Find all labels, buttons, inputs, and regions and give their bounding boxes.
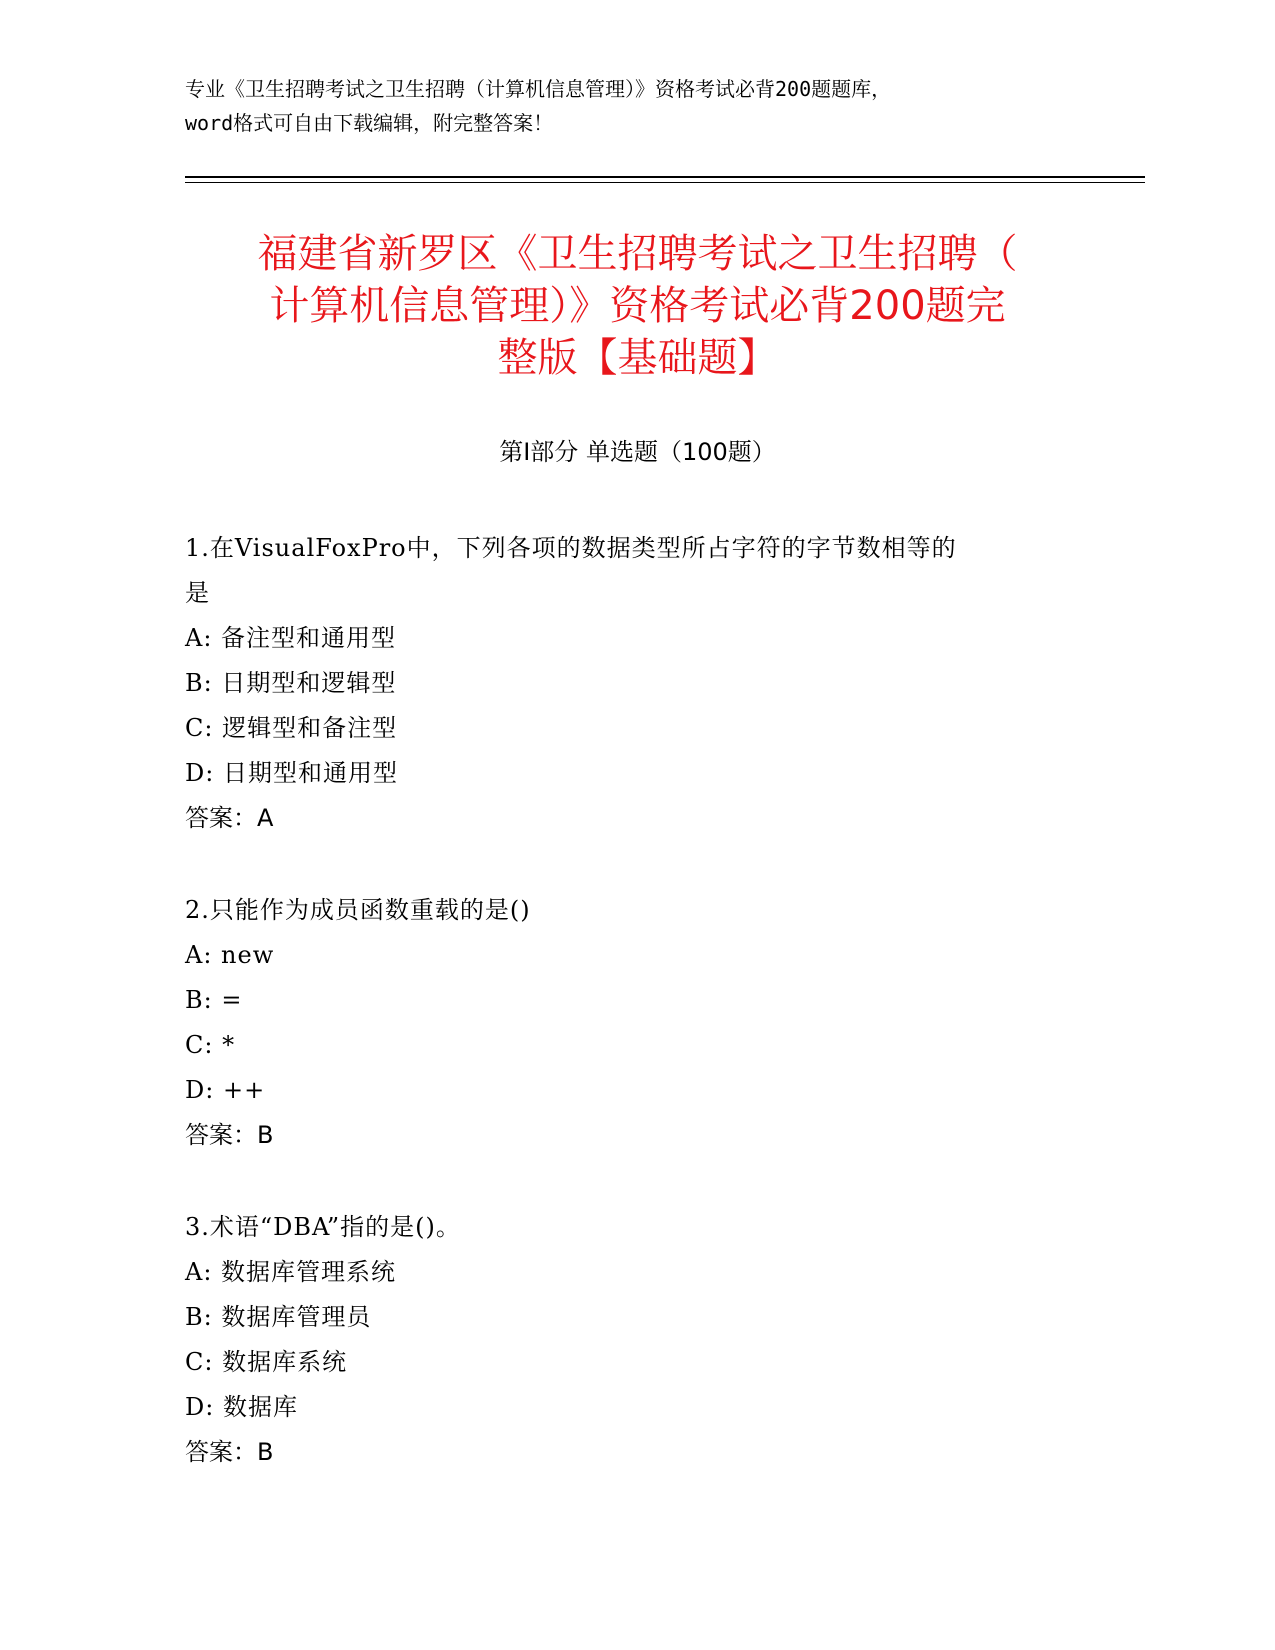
header-rule-thick (185, 176, 1145, 178)
question-list (185, 526, 1085, 1522)
option-d: D: 数据库 (185, 1393, 298, 1421)
header-rule-thin (185, 182, 1145, 183)
document-title-line-1: 福建省新罗区《卫生招聘考试之卫生招聘（ (257, 231, 1018, 277)
question-stem: 2.只能作为成员函数重载的是() (185, 896, 531, 924)
option-c: C: 数据库系统 (185, 1348, 348, 1376)
option-c: C: 逻辑型和备注型 (185, 714, 398, 742)
question-2 (185, 888, 1085, 1158)
header-note-line-1: 专业《卫生招聘考试之卫生招聘（计算机信息管理）》资格考试必背200题题库， (185, 77, 892, 101)
option-b: B: = (185, 986, 243, 1014)
option-c: C: * (185, 1031, 236, 1059)
document-title-line-2: 计算机信息管理）》资格考试必背200题完 (269, 283, 1006, 329)
header-note (185, 72, 1085, 140)
option-a: A: 备注型和通用型 (185, 624, 397, 652)
answer: 答案：B (185, 1121, 274, 1149)
question-stem: 3.术语“DBA”指的是()。 (185, 1213, 461, 1241)
option-a: A: new (185, 941, 275, 969)
question-1 (185, 526, 1085, 841)
question-stem-continued: 是 (185, 579, 210, 607)
question-stem: 1.在VisualFoxPro中，下列各项的数据类型所占字符的字节数相等的 (185, 534, 957, 562)
document-title (185, 228, 1090, 384)
answer: 答案：A (185, 804, 274, 832)
option-b: B: 数据库管理员 (185, 1303, 372, 1331)
document-title-line-3: 整版【基础题】 (497, 335, 778, 381)
option-b: B: 日期型和逻辑型 (185, 669, 397, 697)
answer: 答案：B (185, 1438, 274, 1466)
option-d: D: ++ (185, 1076, 266, 1104)
option-d: D: 日期型和通用型 (185, 759, 398, 787)
question-3 (185, 1205, 1085, 1475)
section-title: 第Ⅰ部分 单选题（100题） (499, 438, 776, 466)
option-a: A: 数据库管理系统 (185, 1258, 397, 1286)
header-note-line-2: word格式可自由下载编辑，附完整答案！ (185, 111, 554, 135)
